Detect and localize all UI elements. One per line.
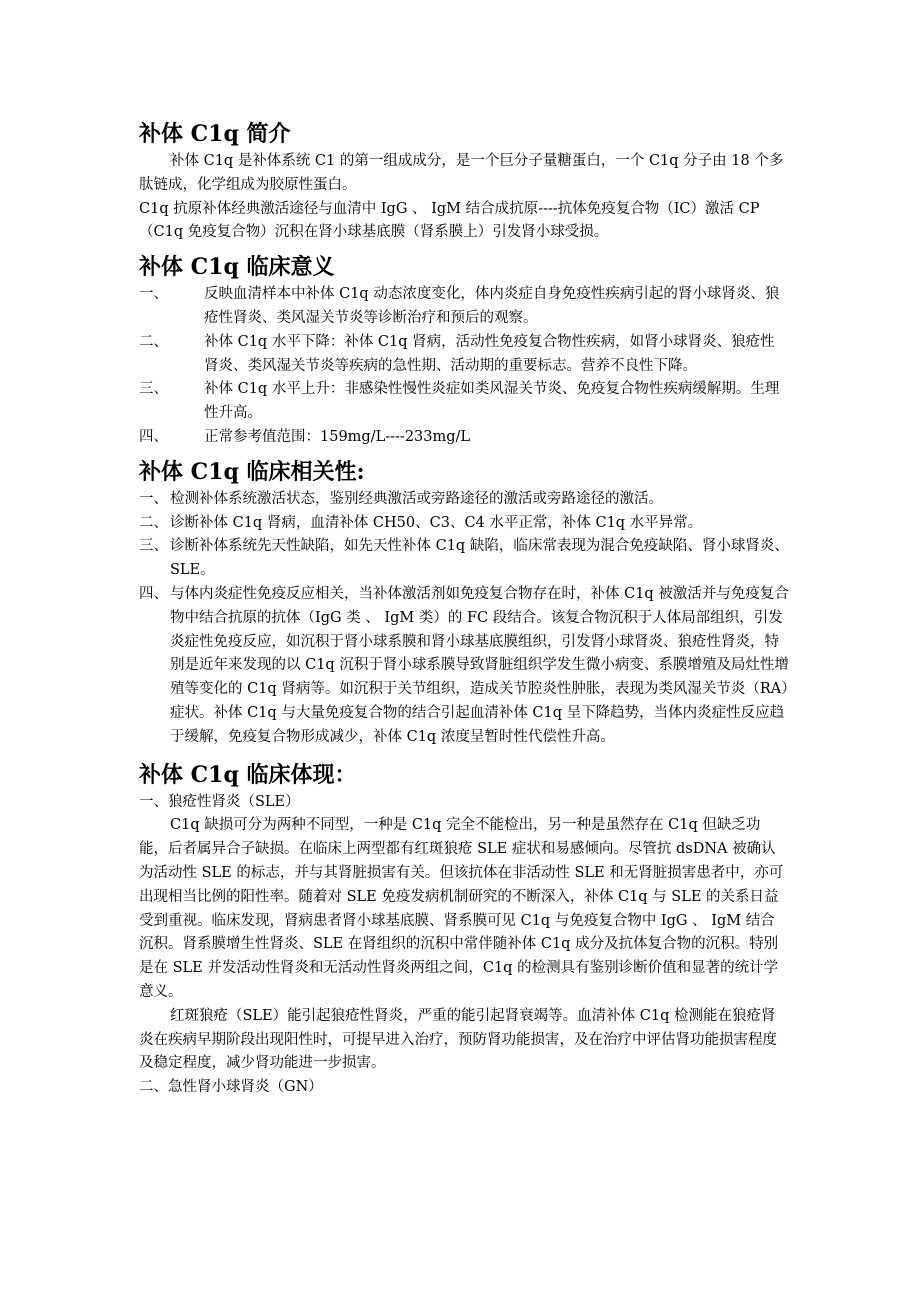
paragraph: C1q 缺损可分为两种不同型，一种是 C1q 完全不能检出，另一种是虽然存在 C1q 但缺乏功能，后者属异合子缺损。在临床上两型都有红斑狼疮 SLE 症状和易感倾向。尽管抗 dsDNA 被确认为活动性 SLE 的标志，并与其肾脏损害有关。但该抗体在非活动性 SLE 和无肾脏损害患者中，亦可出现相当比例的阳性率。随着对 SLE 免疫发病机制研究的不断深入，补体 C1q 与 SLE 的关系日益受到重视。临床发现，肾病患者肾小球基底膜、肾系膜可见 C1q 与免疫复合物中 IgG 、 IgM 结合沉积。肾系膜增生性肾炎、SLE 在肾组织的沉积中常伴随补体 C1q 成分及抗体复合物的沉积。特别是在 SLE 并发活动性肾炎和无活动性肾炎两组之间，C1q 的检测具有鉴别诊断价值和显著的统计学意义。 — [139, 817, 784, 1000]
list-text: 补体 C1q 水平下降：补体 C1q 肾病，活动性免疫复合物性疾病，如肾小球肾炎、狼疮性肾炎、类风湿关节炎等疾病的急性期、活动期的重要标志。营养不良性下降。 — [204, 333, 775, 374]
paragraph: 补体 C1q 是补体系统 C1 的第一组成成分，是一个巨分子量糖蛋白，一个 C1q 分子由 18 个多肽链成，化学组成为胶原性蛋白。 — [139, 153, 784, 193]
list-item — [139, 535, 789, 583]
paragraph: C1q 抗原补体经典激活途径与血清中 IgG 、 IgM 结合成抗原----抗体免疫复合物（IC）激活 CP（C1q 免疫复合物）沉积在肾小球基底膜（肾系膜上）引发肾小球受损。 — [139, 200, 760, 241]
list-number: 二、 — [139, 514, 168, 531]
numbered-list — [139, 488, 789, 750]
list-number: 一、 — [139, 490, 168, 507]
list-item — [139, 331, 789, 379]
list-item — [139, 583, 789, 750]
numbered-list — [139, 283, 789, 450]
list-item — [139, 426, 789, 450]
list-text: 检测补体系统激活状态，鉴别经典激活或旁路途径的激活或旁路途径的激活。 — [170, 490, 663, 507]
list-item — [139, 512, 789, 536]
list-text: 补体 C1q 水平上升：非感染性慢性炎症如类风湿关节炎、免疫复合物性疾病缓解期。生理性升高。 — [204, 381, 780, 422]
list-text: 诊断补体系统先天性缺陷，如先天性补体 C1q 缺陷，临床常表现为混合免疫缺陷、肾小球肾炎、SLE。 — [170, 538, 789, 579]
section-heading: 补体 C1q 临床体现： — [139, 761, 357, 788]
list-item — [139, 488, 789, 512]
list-number: 二、 — [139, 333, 168, 350]
document-body — [139, 118, 789, 1100]
list-text: 诊断补体 C1q 肾病，血清补体 CH50、C3、C4 水平正常，补体 C1q 水平异常。 — [170, 514, 703, 531]
subheading: 一、狼疮性肾炎（SLE） — [139, 793, 300, 810]
list-number: 三、 — [139, 381, 168, 398]
section-intro — [139, 118, 789, 245]
subheading: 二、急性肾小球肾炎（GN） — [139, 1079, 323, 1096]
section-heading: 补体 C1q 简介 — [139, 121, 291, 147]
section-clinical-significance — [139, 251, 789, 450]
list-number: 三、 — [139, 538, 168, 555]
section-clinical-manifestation — [139, 759, 789, 1100]
section-heading: 补体 C1q 临床意义 — [139, 254, 335, 281]
section-clinical-correlation — [139, 456, 789, 750]
section-heading: 补体 C1q 临床相关性: — [139, 458, 365, 485]
list-text: 正常参考值范围：159mg/L----233mg/L — [204, 428, 471, 445]
paragraph: 红斑狼疮（SLE）能引起狼疮性肾炎，严重的能引起肾衰竭等。血清补体 C1q 检测能在狼疮肾炎在疾病早期阶段出现阳性时，可提早进入治疗，预防肾功能损害，及在治疗中评估肾功能损害程度及稳定程度，减少肾功能进一步损害。 — [139, 1007, 777, 1072]
list-item — [139, 378, 789, 426]
list-item — [139, 283, 789, 331]
list-text: 与体内炎症性免疫反应相关，当补体激活剂如免疫复合物存在时，补体 C1q 被激活并与免疫复合物中结合抗原的抗体（IgG 类 、 IgM 类）的 FC 段结合。该复合物沉积于人体局部组织，引发炎症性免疫反应，如沉积于肾小球系膜和肾小球基底膜组织，引发肾小球肾炎、狼疮性肾炎，特别是近年来发现的以 C1q 沉积于肾小球系膜导致肾脏组织学发生微小病变、系膜增殖及局灶性增殖等变化的 C1q 肾病等。如沉积于关节组织，造成关节腔炎性肿胀，表现为类风湿关节炎（RA）症状。补体 C1q 与大量免疫复合物的结合引起血清补体 C1q 呈下降趋势，当体内炎症性反应趋于缓解，免疫复合物形成减少，补体 C1q 浓度呈暂时性代偿性升高。 — [170, 585, 789, 745]
list-number: 一、 — [139, 286, 168, 303]
list-text: 反映血清样本中补体 C1q 动态浓度变化，体内炎症自身免疫性疾病引起的肾小球肾炎、狼疮性肾炎、类风湿关节炎等诊断治疗和预后的观察。 — [204, 286, 780, 326]
list-number: 四、 — [139, 585, 168, 602]
list-number: 四、 — [139, 428, 168, 445]
